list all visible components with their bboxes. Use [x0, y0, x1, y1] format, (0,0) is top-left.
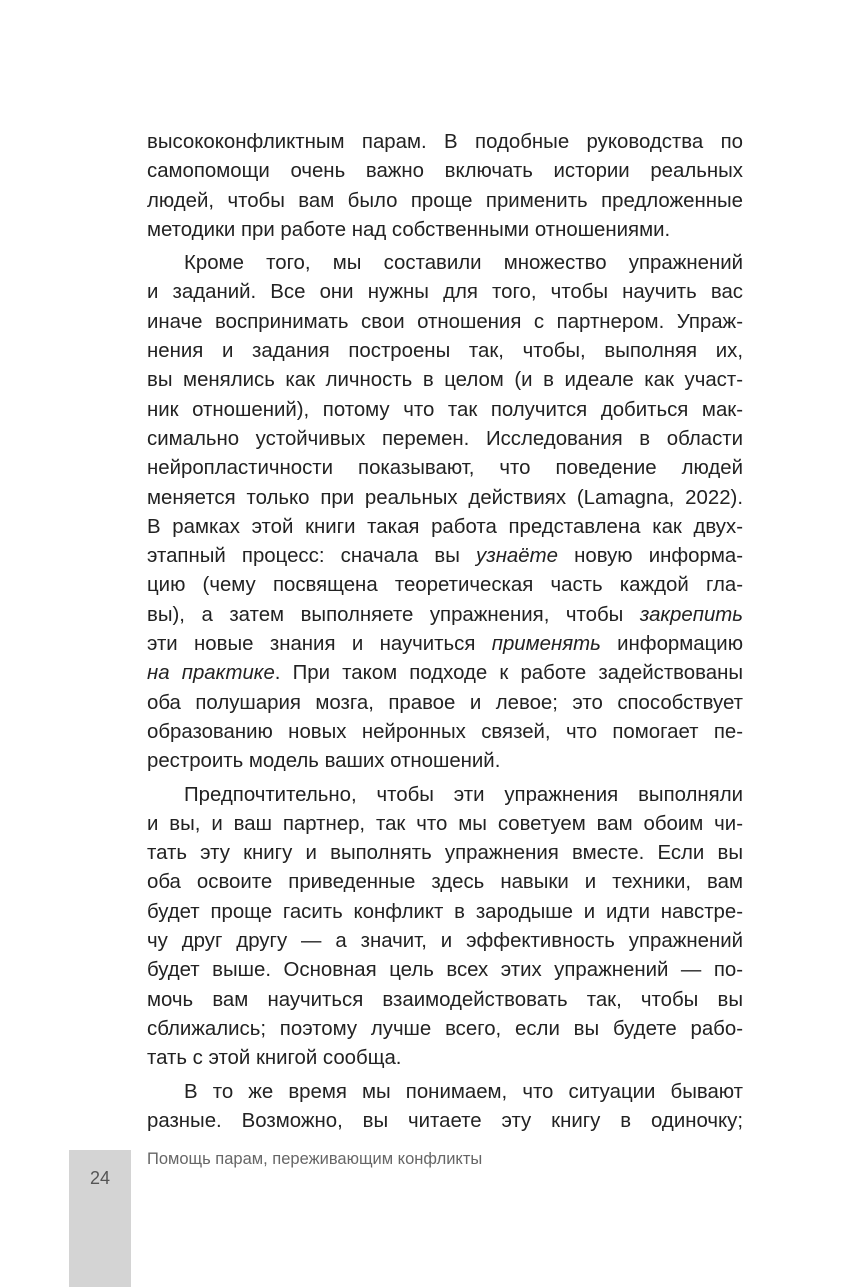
text-line: ник отношений), потому что так получится добиться мак- — [147, 398, 743, 421]
text-line: мочь вам научиться взаимодействовать так, чтобы вы — [147, 988, 743, 1011]
running-title: Помощь парам, переживающим конфликты — [147, 1150, 483, 1168]
text-line: нения и задания построены так, чтобы, выполняя их, — [147, 340, 743, 363]
emphasis: на практике — [147, 662, 275, 685]
text-line: вы), а затем выполняете упражнения, чтобы закрепить — [147, 603, 743, 626]
text-line: будет проще гасить конфликт в зародыше и идти навстре- — [147, 900, 743, 923]
text-line: меняется только при реальных действиях (Lamagna, 2022). — [147, 486, 743, 509]
emphasis: узнаёте — [476, 545, 558, 568]
text-line: разные. Возможно, вы читаете эту книгу в одиночку; — [147, 1109, 743, 1132]
text-line: В то же время мы понимаем, что ситуации бывают — [184, 1080, 743, 1103]
text-line: тать эту книгу и выполнять упражнения вместе. Если вы — [147, 842, 743, 865]
text-line: чу друг другу — а значит, и эффективность упражнений — [147, 930, 743, 953]
body-text — [147, 128, 743, 1136]
text-line: сближались; поэтому лучше всего, если вы будете рабо- — [147, 1017, 743, 1040]
text-line: методики при работе над собственными отношениями. — [147, 218, 671, 241]
text-line: рестроить модель ваших отношений. — [147, 750, 501, 773]
paragraph — [147, 1078, 743, 1137]
emphasis: закрепить — [639, 603, 743, 626]
text-line: будет выше. Основная цель всех этих упражнений — по- — [147, 959, 743, 982]
text-line: В рамках этой книги такая работа представлена как двух- — [147, 515, 743, 538]
text-line: симально устойчивых перемен. Исследования в области — [147, 427, 743, 450]
text-line: высококонфликтным парам. В подобные руководства по — [147, 131, 743, 153]
text-line: тать с этой книгой сообща. — [147, 1047, 402, 1070]
text-line: вы менялись как личность в целом (и в идеале как участ- — [147, 369, 743, 392]
text-line: этапный процесс: сначала вы узнаёте новую информа- — [147, 545, 743, 568]
text-line: нейропластичности показывают, что поведение людей — [147, 457, 743, 480]
page-number: 24 — [89, 1168, 111, 1188]
text-line: иначе воспринимать свои отношения с партнером. Упраж- — [147, 310, 743, 333]
paragraph — [147, 781, 743, 1074]
text-line: оба полушария мозга, правое и левое; это способствует — [147, 691, 743, 714]
text-line: и вы, и ваш партнер, так что мы советуем вам обоим чи- — [147, 812, 743, 835]
text-line: образованию новых нейронных связей, что помогает пе- — [147, 720, 743, 743]
text-line: оба освоите приведенные здесь навыки и техники, вам — [147, 871, 743, 894]
text-line: людей, чтобы вам было проще применить предложенные — [147, 189, 743, 212]
text-line: и заданий. Все они нужны для того, чтобы научить вас — [147, 281, 743, 304]
emphasis: применять — [491, 633, 601, 656]
paragraph — [147, 128, 743, 245]
text-line: Кроме того, мы составили множество упражнений — [184, 252, 743, 275]
text-line: самопомощи очень важно включать истории реальных — [147, 160, 743, 183]
text-line: Предпочтительно, чтобы эти упражнения выполняли — [184, 783, 743, 806]
paragraph — [147, 249, 743, 776]
text-line: эти новые знания и научиться применять информацию — [147, 633, 743, 656]
text-line: цию (чему посвящена теоретическая часть каждой гла- — [147, 574, 743, 597]
text-line: на практике. При таком подходе к работе задействованы — [147, 662, 743, 685]
